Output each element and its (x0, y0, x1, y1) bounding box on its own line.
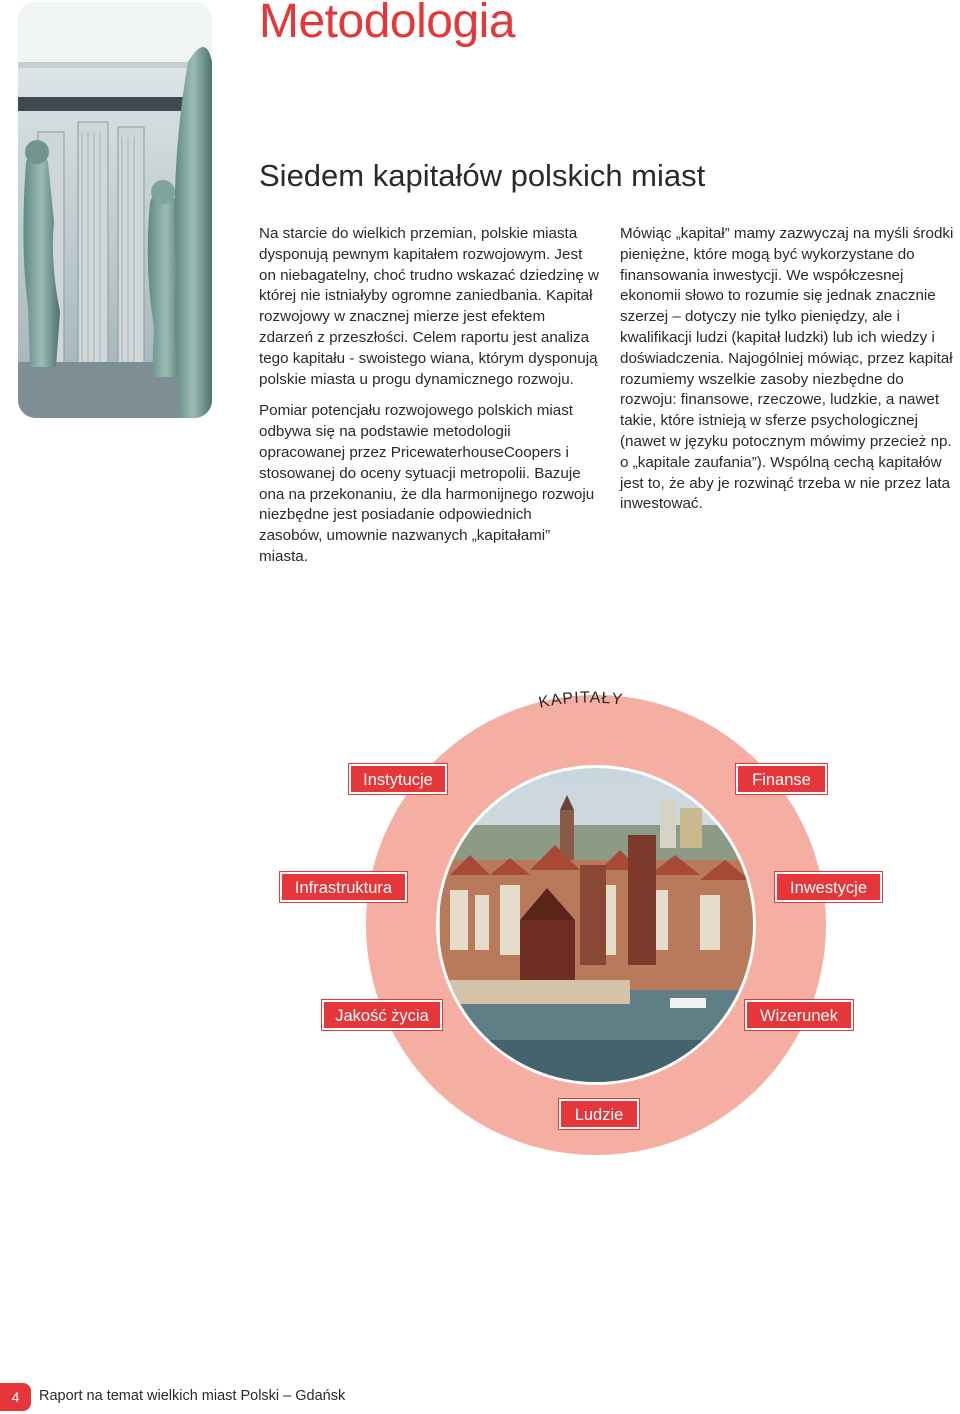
page-title: Metodologia (259, 0, 516, 48)
capital-wizerunek: Wizerunek (745, 1000, 853, 1030)
page-number: 4 (0, 1383, 31, 1411)
right-paragraph-1: Mówiąc „kapitał” mamy zazwyczaj na myśli środki pieniężne, które mogą być wykorzystane do finansowania inwestycji. We współczesnej ekonomii słowo to rozumie się jednak znacznie szerzej – dotyczy nie tylko pieniędzy, ale i kwalifikacji ludzi (kapitał ludzki) lub ich wiedzy i doświadczenia. Najogólniej mówiąc, przez kapitał rozumiemy wszelkie zasoby niezbędne do rozwoju: finansowe, rzeczowe, ludzkie, a nawet takie, które istnieją w sferze psychologicznej (nawet w języku potocznym mówimy przecież np. o „kapitale zaufania”). Wspólną cechą kapitałów jest to, że aby je rozwinąć trzeba w nie przez lata inwestować. (620, 225, 954, 513)
capital-instytucje: Instytucje (349, 764, 447, 794)
capital-infrastruktura: Infrastruktura (280, 872, 407, 902)
left-paragraph-1: Na starcie do wielkich przemian, polskie miasta dysponują pewnym kapitałem rozwojowym. Jest on niebagatelny, choć trudno wskazać dziedzinę w której nie istniałyby ogromne zaniedbania. Kapitał rozwojowy w znacznej mierze jest efektem zdarzeń z przeszłości. Celem raportu jest analiza tego kapitału - swoistego wiana, którym dysponują polskie miasta u progu dynamicznego rozwoju. (259, 225, 599, 388)
section-heading: Siedem kapitałów polskich miast (259, 158, 706, 193)
footer-text: Raport na temat wielkich miast Polski – Gdańsk (39, 1388, 346, 1404)
left-column (259, 224, 599, 579)
left-paragraph-2: Pomiar potencjału rozwojowego polskich miast odbywa się na podstawie metodologii opracowanej przez PricewaterhouseCoopers i stosowanej do oceny sytuacji metropolii. Bazuje ona na przekonaniu, że dla harmonijnego rozwoju niezbędne jest posiadanie odpowiednich zasobów, umownie nazwanych „kapitałami” miasta. (259, 402, 595, 565)
capital-inwestycje: Inwestycje (775, 872, 882, 902)
capital-finanse: Finanse (736, 764, 827, 794)
capital-ludzie: Ludzie (559, 1099, 639, 1129)
capital-jakosc-zycia: Jakość życia (322, 1000, 442, 1030)
right-column (620, 224, 960, 526)
capitals-diagram (0, 660, 960, 1180)
ring-label: KAPITAŁY (537, 689, 625, 712)
architecture-photo (18, 2, 212, 418)
